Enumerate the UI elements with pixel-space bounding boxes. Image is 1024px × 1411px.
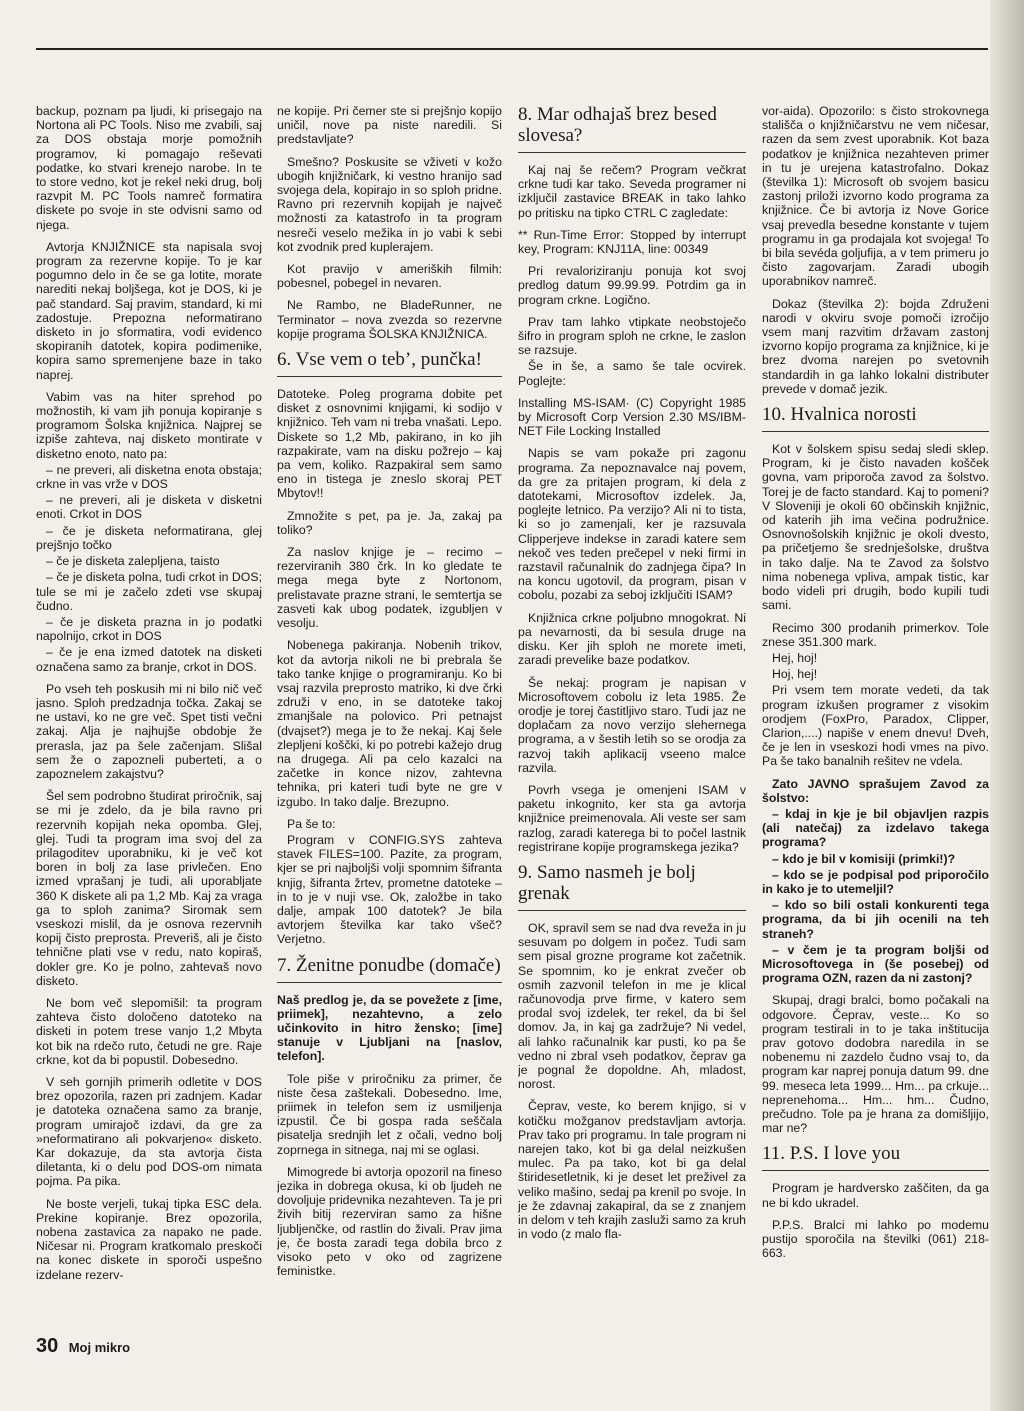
paragraph: Datoteke. Poleg programa dobite pet disket z osnovnimi knjigami, ki sodijo v knjižnico. Teh vam ni treba vnašati. Lepo. Diskete so 1,2 Mb, pakirano, in ko jih razpakirate, vam na disku požrejo – kaj pa vem, koliko. Razpakiral sem samo eno in tistega je zneslo skoraj PET Mbytov!! bbox=[277, 387, 502, 501]
paragraph: Pa še to: bbox=[287, 816, 336, 831]
page-footer bbox=[36, 1335, 130, 1358]
paragraph: Kot pravijo v ameriških filmih: pobesnel, pobegel in nevaren. bbox=[277, 262, 502, 291]
magazine-name: Moj mikro bbox=[68, 1340, 131, 1355]
paragraph: Za naslov knjige je – recimo – rezerviranih 380 črk. In ko gledate te mega mega byte z Nortonom, prelistavate prazne strani, le semtertja se zasveti kak ubog podatek, izgubljen v vesolju. bbox=[277, 545, 502, 631]
paragraph: backup, poznam pa ljudi, ki prisegajo na Nortona ali PC Tools. Niso me zvabili, saj za DOS obstaja morje pomožnih programov, ki pomagajo reševati podatke, ko stvari krenejo narobe. In te to store vedno, kot je rekel neki drug, bolj razvpit M. PC Tools namreč formatira diskete po svoje in ste odvisni samo od njega. bbox=[36, 104, 262, 232]
section-6-heading: 6. Vse vem o teb’, punčka! bbox=[277, 349, 502, 377]
question-item: – v čem je ta program boljši od Microsoftovega in (še posebej) od programa OZN, razen da ni zastonj? bbox=[762, 942, 989, 986]
list-item: – ne preveri, ali disketna enota obstaja; crkne in vas vrže v DOS bbox=[36, 462, 262, 492]
column-3 bbox=[518, 104, 746, 1344]
paragraph: Prav tam lahko vtipkate neobstoječo šifro in program sploh ne crkne, le zaslon se razsuje. bbox=[518, 314, 746, 358]
paragraph: V seh gornjih primerih odletite v DOS brez opozorila, razen pri zadnjem. Kadar je datoteka označena samo za branje, program umirajoč izdavi, da gre za »neformatirano ali pokvarjeno« disketo. Kar dokazuje, da sta avtorja čista diletanta, ki o delu pod DOS-om nimata pojma. Pa pika. bbox=[36, 1075, 262, 1189]
section-11-heading: 11. P.S. I love you bbox=[762, 1143, 989, 1171]
paragraph: Program v CONFIG.SYS zahteva stavek FILES=100. Pazite, za program, kjer se pri najboljši volji spomnim šifranta knjig, šifranta žrtev, prometne datoteke – in to je v nuji vse. Ok, založbe in tako dalje, ampak 100 datotek? Je bila avtorjem številka kar tako všeč? Verjetno. bbox=[277, 832, 502, 947]
paragraph: Ne Rambo, ne BladeRunner, ne Terminator – nova zvezda so rezervne kopije programa ŠOLSKA KNJIŽNICA. bbox=[277, 298, 502, 341]
paragraph: Program je hardversko zaščiten, da ga ne bi kdo ukradel. bbox=[762, 1181, 989, 1210]
list-item: – ne preveri, ali je disketa v disketni enoti. Crkot in DOS bbox=[36, 493, 262, 522]
paragraph: Šel sem podrobno študirat priročnik, saj se mi je zdelo, da je bila ravno pri rezervnih kopijah neka opomba. Glej, glej. Tudi ta program ima svoj del za prilagoditev uporabniku, ki je več kot boren in bolj za lase privlečen. Eno izmed vprašanj je tudi, ali uporabljate 360 K diskete ali pa 1,2 Mb. Kaj za vraga ga to sploh zanima? Siromak sem vseskozi mislil, da je osnova rezervnih kopij čisto preprosta. Preveriš, ali je čisto tehnične plati vse v redu, nato kopiraš, dokler gre. Ko je polno, zahtevaš novo disketo. bbox=[36, 789, 262, 988]
paragraph: Vabim vas na hiter sprehod po možnostih, ki vam jih ponuja kopiranje s programom Šolska knjižnica. Najprej se izpiše zahteva, naj disketo montirate v disketno enoto, nato pa: bbox=[36, 389, 262, 461]
paragraph: Avtorja KNJIŽNICE sta napisala svoj program za rezervne kopije. To je kar pogumno delo in če se ga lotite, morate narediti nekaj boljšega, kot je DOS, ki je pač standard. Saj pravim, standard, ki mi zadostuje. Prepozna neformatirano disketo in jo sformatira, vodi evidenco skopiranih datotek, kopira podimenike, kopira samo spremenjene baze in tako naprej. bbox=[36, 239, 262, 382]
paragraph: ne kopije. Pri čemer ste si prejšnjo kopijo uničil, nove pa niste naredili. Si predstavljate? bbox=[277, 104, 502, 147]
paragraph: Ne boste verjeli, tukaj tipka ESC dela. Prekine kopiranje. Brez opozorila, nobena zastavica za napako ne pade. Ničesar ni. Program kratkomalo preskoči na konec diskete in sporoči uspešno izdelane rezerv- bbox=[36, 1196, 262, 1282]
paragraph: Kaj naj še rečem? Program večkrat crkne tudi kar tako. Seveda programer ni izključil zastavice BREAK in tako lahko po pritisku na tipko CTRL C zagledate: bbox=[518, 163, 746, 220]
paragraph: Tole piše v priročniku za primer, če niste česa zaštekali. Dobesedno. Ime, priimek in telefon sem iz usmiljenja izpustil. Če bi gospa rada seščala pisatelja srednjih let z očali, vedno bolj zoprnega in sitnega, naj mi se oglasi. bbox=[277, 1071, 502, 1157]
paragraph: Povrh vsega je omenjeni ISAM v paketu inkognito, ker sta ga avtorja knjižnice preimenovala. Ali veste ser sam razlog, zaradi katerega bi to počel lastnik registrirane kopije programskega jezika? bbox=[518, 782, 746, 854]
section-9-heading: 9. Samo nasmeh je bolj grenak bbox=[518, 862, 746, 911]
top-rule bbox=[36, 48, 988, 50]
quoted-proposal: Naš predlog je, da se povežete z [ime, priimek], nezahtevno, a zelo učinkovito in hitro žensko; [ime] stanuje v Ljubljani na [naslov, telefon]. bbox=[277, 992, 502, 1064]
paragraph: Smešno? Poskusite se vživeti v kožo ubogih knjižničark, ki vestno hranijo sad svojega dela, kopirajo in so sploh pridne. Ravno pri rezervnih kopijah je največ možnosti za katastrofo in ta program nesreči veselo mežika in jo vabi k sebi kot zvodnik pred kuplerajem. bbox=[277, 154, 502, 254]
section-10-heading: 10. Hvalnica norosti bbox=[762, 404, 989, 432]
paragraph: Recimo 300 prodanih primerkov. Tole znese 351.300 mark. bbox=[762, 620, 989, 649]
page-edge-shadow bbox=[990, 0, 1024, 1411]
paragraph: Mimogrede bi avtorja opozoril na fineso jezika in dobrega okusa, ki ob ljudeh ne dovoljuje pridevnika nezahteven. Ta je pri živih bitij rezerviran samo za hišne ljubljenčke, od rastlin do živali. Prav jima je, če bosta zaradi tega dobila brco z visoko peto v oko od zagrizene feministke. bbox=[277, 1164, 502, 1279]
question-item: – kdo se je podpisal pod priporočilo in kako je to utemeljil? bbox=[762, 867, 989, 896]
paragraph: Po vseh teh poskusih mi ni bilo nič več jasno. Sploh predzadnja točka. Zakaj se ne ustavi, ko ne gre več. Spet tisti večni zakaj. Alja je najhujše obdobje že prerasla, jaz pa šele začenjam. Slišal sem že o zapozneli puberteti, a o zapoznelem zakajstvu? bbox=[36, 681, 262, 781]
column-4 bbox=[762, 104, 989, 1344]
paragraph: vor-aida). Opozorilo: s čisto strokovnega stališča o knjižničarstvu ne vem ničesar, razen da sem zvest uporabnik. Kot baza podatkov je knjižnica nezahteven primer in tu je urejena katastrofalno. Dokaz (številka 1): Microsoft ob svojem basicu zastonj priloži izvorno kodo programa za knjižnice. Če bi avtorja iz Nove Gorice vsaj prevedla besedne konstante v tujem programu in ga prodajala kot svojega! To bi bila sevéda goljufija, a v tem primeru jo čisto zagovarjam. Zaradi ubogih uporabnikov namreč. bbox=[762, 104, 989, 289]
paragraph: Kot v šolskem spisu sedaj sledi sklep. Program, ki je čisto navaden košček govna, vam priporoča zavod za šolstvo. Torej je de facto standard. Kaj to pomeni? V Sloveniji je okoli 60 občinskih knjižnic, od katerih jih ima večina podružnice. Osnovnošolskih knjižnic je okoli dvesto, pa pričetjemo še srednješolske, društva in tako dalje. Na te Zavod za šolstvo nima nobenega vpliva, ampak tistic, kar bodo videli pri drugih, bodo kupili tudi sami. bbox=[762, 442, 989, 613]
section-7-heading: 7. Ženitne ponudbe (domače) bbox=[277, 955, 502, 983]
paragraph: OK, spravil sem se nad dva reveža in ju sesuvam po dolgem in počez. Tudi sam sem pisal grozne programe kot začetnik. Se spomnim, ko je enkrat zvečer ob osmih zazvonil telefon in me je klical računovodja prve firme, v katero sem prodal svoj izdelek, ter rekel, da bi šel domov. Ja, in kaj ga zadržuje? Ni vedel, ali lahko računalnik kar pusti, ko pa še vedno ni zbral vseh podatkov, čeprav ga je pognal že dopoldne. Ah, mladost, norost. bbox=[518, 920, 746, 1092]
column-2 bbox=[277, 104, 502, 1344]
paragraph: Hej, hoj! bbox=[772, 650, 818, 665]
question-intro: Zato JAVNO sprašujem Zavod za šolstvo: bbox=[762, 776, 989, 805]
question-item: – kdo je bil v komisiji (primki!)? bbox=[772, 851, 956, 866]
paragraph: Knjižnica crkne poljubno mnogokrat. Ni pa nevarnosti, da bi sesula druge na disku. Ker jih sploh ne morete imeti, zaradi prevelike baze podatkov. bbox=[518, 610, 746, 668]
paragraph: Ne bom več slepomišil: ta program zahteva čisto določeno datoteko na disketi in potem trese vanjo 1,2 Mbyta kot bik na rdečo ruto, četudi ne gre. Raje crkne, kot da bi popustil. Dobesedno. bbox=[36, 995, 262, 1067]
list-item: – če je ena izmed datotek na disketi označena samo za branje, crkot in DOS. bbox=[36, 645, 262, 674]
paragraph: Še nekaj: program je napisan v Microsoftovem cobolu iz leta 1985. Že orodje je torej častitljivo staro. Tudi jaz ne doplačam za novo verzijo slehernega programa, a v šestih letih so se orodja za razvoj takih aplikacij vseeno malce razvila. bbox=[518, 675, 746, 775]
list-item: – če je disketa zalepljena, taisto bbox=[46, 554, 220, 569]
copyright-message: Installing MS-ISAM· (C) Copyright 1985 by Microsoft Corp Version 2.30 MS/IBM-NET File Locking Installed bbox=[518, 395, 746, 439]
paragraph: Hoj, hej! bbox=[772, 667, 818, 682]
paragraph: Zmnožite s pet, pa je. Ja, zakaj pa toliko? bbox=[277, 508, 502, 537]
paragraph: P.P.S. Bralci mi lahko po modemu pustijo sporočila na številki (061) 218-663. bbox=[762, 1217, 989, 1261]
list-item: – če je disketa prazna in jo podatki napolnijo, crkot in DOS bbox=[36, 614, 262, 644]
column-1 bbox=[36, 104, 262, 1344]
question-item: – kdo so bili ostali konkurenti tega programa, da bi jih ocenili na teh straneh? bbox=[762, 898, 989, 941]
question-item: – kdaj in kje je bil objavljen razpis (ali natečaj) za izdelavo takega programa? bbox=[762, 806, 989, 850]
paragraph: Dokaz (številka 2): bojda Združeni narodi v okviru svoje pomoči izročijo vsem manj razvitim državam zastonj izvorno kopijo programa za knjižnice, ki je brez dvoma narejen po svetovnih standardih in ga lahko lokalni distributer prevede v domač jezik. bbox=[762, 296, 989, 396]
paragraph: Čeprav, veste, ko berem knjigo, si v kotičku možganov predstavljam avtorja. Prav tako pri programu. In tale program ni narejen tako, kot bi ga delal neizkušen mulec. Pa pa tako, kot bi ga delal štiridesetletnik, ki je deset let preživel za veliko mašino, sedaj pa krenil po svoje. In je že zdavnaj zakapiral, da se z znanjem in delom v teh krajih zasluži samo za kruh in vodo (z malo fla- bbox=[518, 1099, 746, 1242]
paragraph: Še in še, a samo še tale ocvirek. Poglejte: bbox=[518, 359, 746, 388]
error-message: ** Run-Time Error: Stopped by interrupt key, Program: KNJ11A, line: 00349 bbox=[518, 227, 746, 257]
paragraph: Pri vsem tem morate vedeti, da tak program izkušen programer z visokim orodjem (FoxPro, Paradox, Clipper, Clarion,....) napiše v enem dnevu! Dveh, če je len in vseskozi hodi vmes na pivo. Pa še tako banalnih rešitev ne vdela. bbox=[762, 683, 989, 769]
paragraph: Nobenega pakiranja. Nobenih trikov, kot da avtorja nikoli ne bi prebrala še tako tanke knjige o programiranju. Ko bi vsaj razvila preprosto matriko, ki dve črki združi v eno, in se datoteke takoj zmanjšale na polovico. Pri petnajst (dvajset?) mega je to že nekaj. Kaj šele zlepljeni koščki, ki po potrebi kažejo drug na drugega. Ali pa celo kazalci na začetke in konce nizov, zahtevna tehnika, pri kateri tudi byte ne gre v izgubo. In tako dalje. Brezupno. bbox=[277, 638, 502, 809]
paragraph: Skupaj, dragi bralci, bomo počakali na odgovore. Čeprav, veste... Ko so program testirali in to je taka inštitucija prav gotovo dodobra naredila in se nobenemu ni zazdelo čudno vsaj to, da program kar naprej ponuja datum 99. dne 99. meseca leta 1999... Hm... pa crkuje... neprenehoma... Hm... hm... Čudno, prečudno. Tole pa je hrana za domišljijo, mar ne? bbox=[762, 993, 989, 1136]
paragraph: Napis se vam pokaže pri zagonu programa. Za nepoznavalce naj povem, da gre za pritajen program, ki dela z datotekami, Microsoftov izdelek. Ja, poglejte letnico. Pa verzijo? Ali ni to tista, ki so jo zamenjali, ker je razsuvala Clipperjeve indekse in zaradi katere sem nekoč ves teden prečepel v neki firmi in razstavil računalnik do zadnjega čipa? In na koncu ugotovil, da program, pisan v cobolu, pozabi za seboj izključiti ISAM? bbox=[518, 446, 746, 603]
list-item: – če je disketa polna, tudi crkot in DOS; tule se mi je začelo zdeti vse skupaj čudno. bbox=[36, 570, 262, 613]
list-item: – če je disketa neformatirana, glej prejšnjo točko bbox=[36, 523, 262, 552]
paragraph: Pri revaloriziranju ponuja kot svoj predlog datum 99.99.99. Potrdim ga in program crkne. Logično. bbox=[518, 264, 746, 307]
page-number: 30 bbox=[36, 1335, 59, 1357]
section-8-heading: 8. Mar odhajaš brez besed slovesa? bbox=[518, 104, 746, 153]
